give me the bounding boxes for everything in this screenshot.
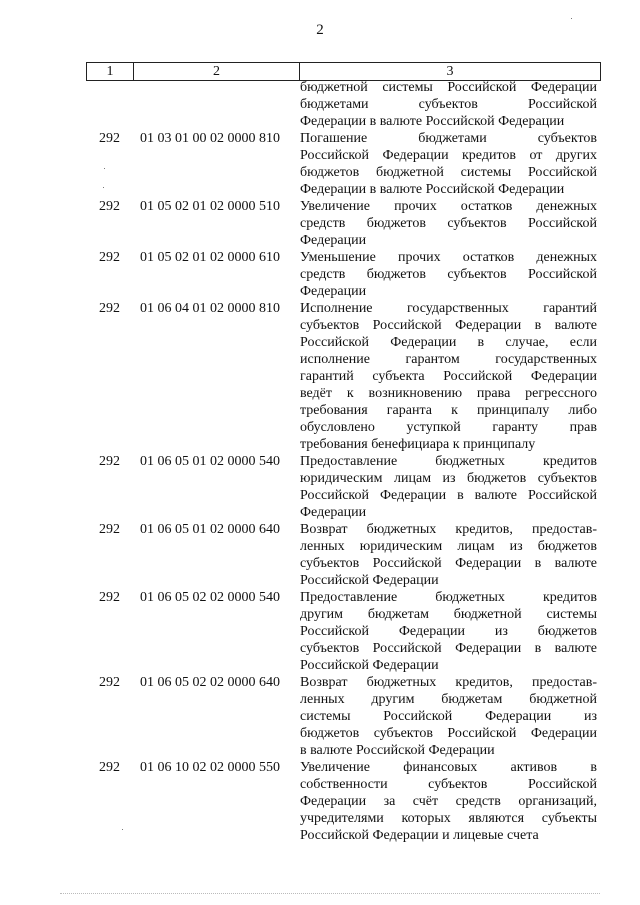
description-line: требования бенефициара к принципалу (300, 437, 536, 452)
description-line: Погашение бюджетами субъектов (300, 131, 597, 146)
description-line: Российской Федерации кредитов от других (300, 148, 597, 163)
description-line: Возврат бюджетных кредитов, предостав- (300, 675, 597, 690)
description-line: обусловлено уступкой гаранту прав (300, 420, 597, 435)
description-line: Российской Федерации (300, 658, 439, 673)
row-code-admin: 292 (99, 301, 120, 316)
description-line: Увеличение финансовых активов в (300, 760, 597, 775)
row-code-admin: 292 (99, 760, 120, 775)
row-description (300, 589, 597, 674)
description-line: Федерации за счёт средств организаций, (300, 794, 597, 809)
description-line: Исполнение государственных гарантий (300, 301, 597, 316)
description-line: субъектов Российской Федерации в валюте (300, 641, 597, 656)
description-line: субъектов Российской Федерации в валюте (300, 318, 597, 333)
description-line: Российской Федерации (300, 573, 439, 588)
scan-speck (104, 168, 105, 169)
scan-speck (103, 187, 104, 188)
description-line: бюджетов субъектов Российской Федерации (300, 726, 597, 741)
description-line: Федерации (300, 284, 367, 299)
row-code-kbk: 01 06 05 02 02 0000 640 (140, 675, 280, 690)
row-code-kbk: 01 06 10 02 02 0000 550 (140, 760, 280, 775)
description-line: Российской Федерации и лицевые счета (300, 828, 539, 843)
description-line: бюджетов бюджетной системы Российской (300, 165, 597, 180)
description-line: гарантий субъекта Российской Федерации (300, 369, 597, 384)
scan-speck (571, 18, 572, 19)
description-line: Российской Федерации в валюте Российской (300, 488, 597, 503)
row-description (300, 249, 597, 300)
row-description (300, 453, 597, 521)
row-code-admin: 292 (99, 131, 120, 146)
header-col-2: 2 (213, 64, 220, 79)
description-line: учредителями которых являются субъекты (300, 811, 597, 826)
description-line: Возврат бюджетных кредитов, предостав- (300, 522, 597, 537)
table-row (87, 453, 601, 521)
description-line: Предоставление бюджетных кредитов (300, 590, 597, 605)
description-line: средств бюджетов субъектов Российской (300, 267, 597, 282)
description-line: Российской Федерации в случае, если (300, 335, 597, 350)
row-code-admin: 292 (99, 590, 120, 605)
description-line: Предоставление бюджетных кредитов (300, 454, 597, 469)
description-line: Федерации (300, 233, 367, 248)
table-row (87, 674, 601, 759)
table-body (87, 79, 601, 844)
row-description (300, 130, 597, 198)
description-line: другим бюджетам бюджетной системы (300, 607, 597, 622)
table-row (87, 198, 601, 249)
description-line: в валюте Российской Федерации (300, 743, 495, 758)
row-code-kbk: 01 05 02 01 02 0000 510 (140, 199, 280, 214)
scan-speck (122, 829, 123, 830)
header-col-1: 1 (106, 64, 114, 79)
row-code-kbk: 01 06 05 01 02 0000 540 (140, 454, 280, 469)
row-description (300, 198, 597, 249)
description-line: Уменьшение прочих остатков денежных (300, 250, 597, 265)
description-line: средств бюджетов субъектов Российской (300, 216, 597, 231)
row-code-kbk: 01 06 05 01 02 0000 640 (140, 522, 280, 537)
row-code-admin: 292 (99, 522, 120, 537)
description-line: Увеличение прочих остатков денежных (300, 199, 597, 214)
row-code-admin: 292 (99, 675, 120, 690)
table-row (87, 130, 601, 198)
table-row (87, 589, 601, 674)
row-code-kbk: 01 03 01 00 02 0000 810 (140, 131, 280, 146)
page-number: 2 (316, 22, 324, 38)
table-row (87, 521, 601, 589)
table-row (87, 249, 601, 300)
description-line: системы Российской Федерации из (300, 709, 597, 724)
row-code-admin: 292 (99, 199, 120, 214)
row-description (300, 521, 597, 589)
scan-edge-noise (60, 893, 600, 895)
row-description (300, 674, 597, 759)
description-line: Федерации (300, 505, 367, 520)
row-code-admin: 292 (99, 454, 120, 469)
description-line: бюджетами субъектов Российской (300, 97, 597, 112)
row-description (300, 300, 597, 453)
description-line: собственности субъектов Российской (300, 777, 597, 792)
header-col-3: 3 (446, 64, 454, 79)
description-line: требования гаранта к принципалу либо (300, 403, 597, 418)
table-row (87, 759, 601, 844)
row-description (300, 759, 597, 844)
row-code-kbk: 01 06 05 02 02 0000 540 (140, 590, 280, 605)
description-line: Федерации в валюте Российской Федерации (300, 114, 565, 129)
row-code-kbk: 01 06 04 01 02 0000 810 (140, 301, 280, 316)
description-line: Федерации в валюте Российской Федерации (300, 182, 565, 197)
description-line: бюджетной системы Российской Федерации (300, 80, 597, 95)
table-row (87, 300, 601, 453)
description-line: ленных другим бюджетам бюджетной (300, 692, 597, 707)
description-line: юридическим лицам из бюджетов субъектов (300, 471, 597, 486)
table-row (87, 79, 601, 130)
row-description (300, 79, 597, 130)
description-line: исполнение гарантом государственных (300, 352, 597, 367)
row-code-admin: 292 (99, 250, 120, 265)
description-line: ленных юридическим лицам из бюджетов (300, 539, 597, 554)
row-code-kbk: 01 05 02 01 02 0000 610 (140, 250, 280, 265)
description-line: Российской Федерации из бюджетов (300, 624, 597, 639)
description-line: ведёт к возникновению права регрессного (300, 386, 597, 401)
description-line: субъектов Российской Федерации в валюте (300, 556, 597, 571)
